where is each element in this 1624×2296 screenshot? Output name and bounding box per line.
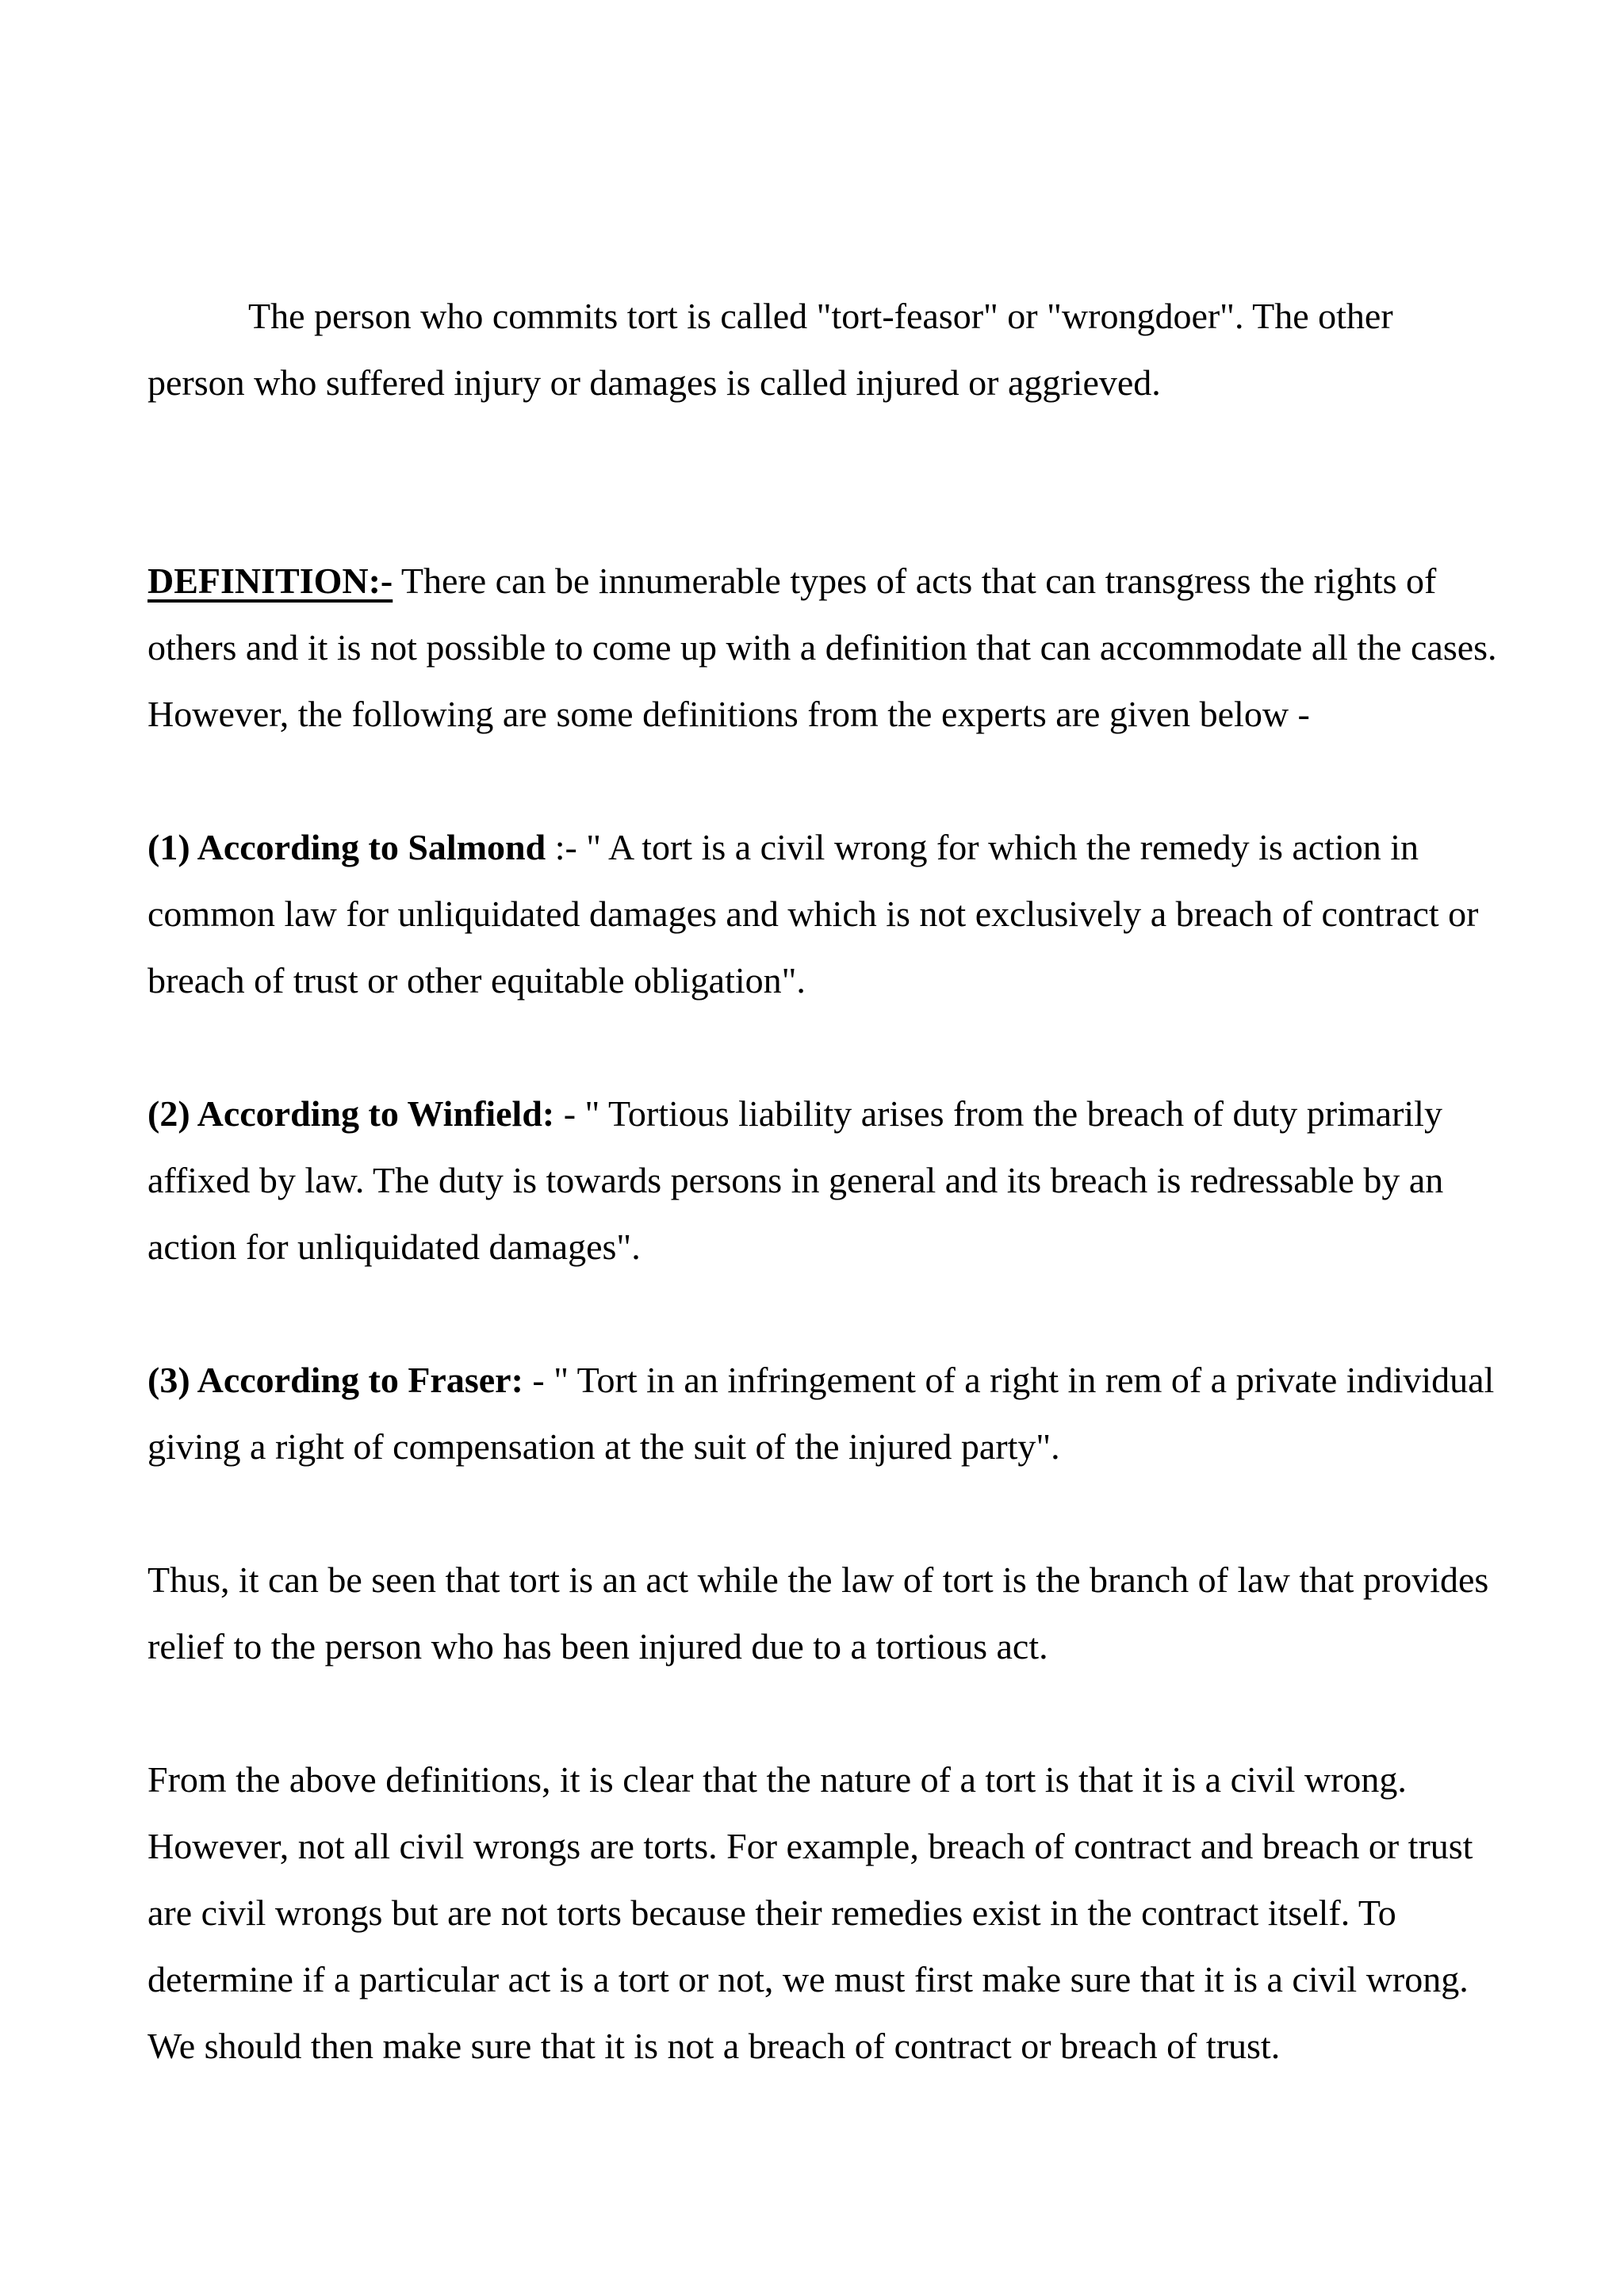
- definition-paragraph: [147, 548, 1497, 748]
- conclusion-paragraph-civil-wrong: From the above definitions, it is clear that the nature of a tort is that it is a civil wrong. However, not all civil wrongs are torts. For example, breach of contract and breach or trust are civil wrongs but are not torts because their remedies exist in the contract itself. To determine if a particular act is a tort or not, we must first make sure that it is a civil wrong. We should then make sure that it is not a breach of contract or breach of trust.: [147, 1759, 1473, 2066]
- definition-quote: :- " A tort is a civil wrong for which the remedy is action in common law for unliquidated damages and which is not exclusively a breach of contract or breach of trust or other equitable obligation".: [147, 827, 1479, 1001]
- conclusion-paragraph-tort-act: Thus, it can be seen that tort is an act while the law of tort is the branch of law that provides relief to the person who has been injured due to a tortious act.: [147, 1559, 1489, 1667]
- definition-text: There can be innumerable types of acts that can transgress the rights of others and it is not possible to come up with a definition that can accommodate all the cases. However, the following are some definitions from the experts are given below -: [147, 561, 1497, 734]
- definition-salmond: [147, 814, 1497, 1014]
- definition-fraser: [147, 1347, 1497, 1480]
- definition-label: (1) According to Salmond: [147, 827, 546, 867]
- definition-heading: DEFINITION:-: [147, 561, 393, 601]
- intro-paragraph: The person who commits tort is called "tort-feasor" or "wrongdoer". The other person who suffered injury or damages is called injured or aggrieved.: [147, 296, 1393, 403]
- definition-label: (2) According to Winfield:: [147, 1093, 555, 1134]
- definition-quote: - " Tort in an infringement of a right in rem of a private individual giving a right of compensation at the suit of the injured party".: [147, 1360, 1495, 1467]
- definition-winfield: [147, 1081, 1497, 1280]
- definition-quote: - " Tortious liability arises from the breach of duty primarily affixed by law. The duty is towards persons in general and its breach is redressable by an action for unliquidated damages".: [147, 1093, 1444, 1267]
- definition-label: (3) According to Fraser:: [147, 1360, 523, 1400]
